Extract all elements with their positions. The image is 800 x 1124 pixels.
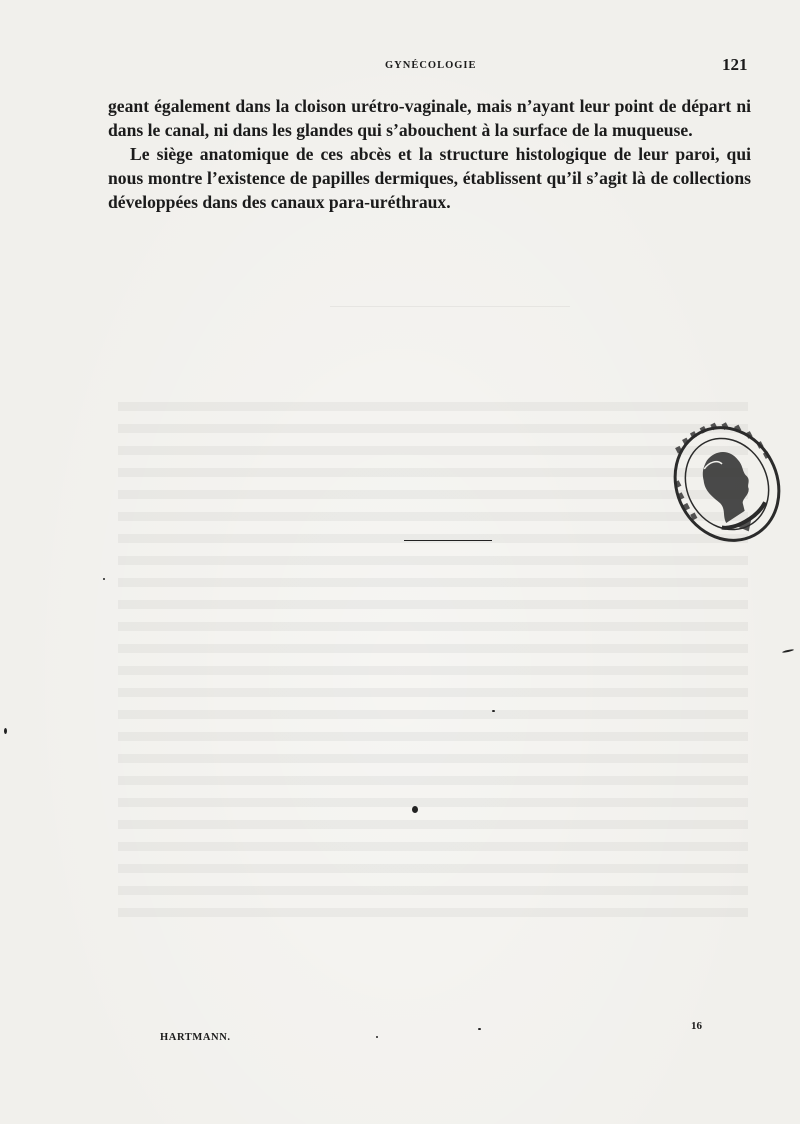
ink-speck [4, 728, 7, 734]
footer-author: HARTMANN. [160, 1032, 231, 1043]
ink-speck [412, 806, 418, 813]
show-through-title-shadow [330, 272, 570, 307]
library-stamp-icon [668, 418, 786, 550]
ink-speck [103, 578, 105, 580]
ink-speck [492, 710, 495, 712]
paragraph-continuation: geant également dans la cloison urétro-vaginale, mais n’ayant leur point de départ ni dans le canal, ni dans les glandes qui s’abouchent à la surface de la muqueuse. [108, 96, 751, 140]
section-rule [404, 540, 492, 541]
show-through-texture [118, 402, 748, 922]
signature-mark: 16 [691, 1020, 702, 1032]
page-number: 121 [722, 55, 748, 74]
ink-speck [478, 1028, 481, 1030]
ink-speck [376, 1036, 378, 1038]
body-text [108, 94, 751, 214]
paragraph: Le siège anatomique de ces abcès et la structure histologique de leur paroi, qui nous montre l’existence de papilles dermiques, établissent qu’il s’agit là de collections développées dans des canaux para-uréthraux. [108, 144, 751, 212]
ink-speck [782, 649, 794, 653]
running-head: GYNÉCOLOGIE [385, 60, 477, 71]
